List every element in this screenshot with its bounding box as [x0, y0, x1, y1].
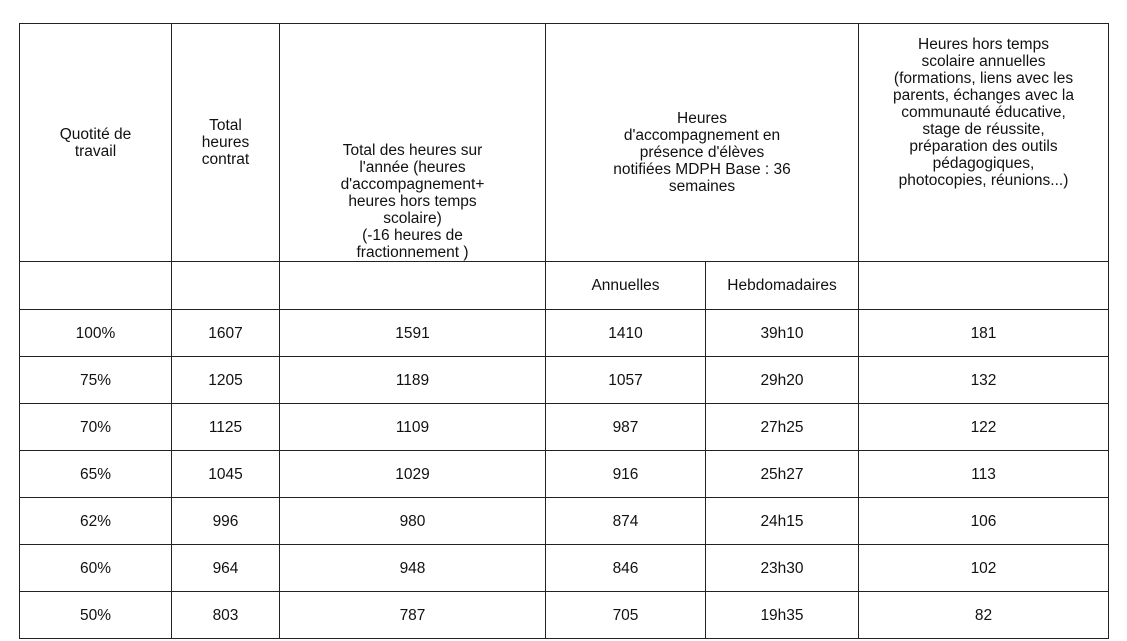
cell-quotite: 65%	[20, 451, 172, 498]
cell-total-contrat: 996	[172, 498, 280, 545]
subheader-empty	[280, 262, 546, 310]
cell-hebdomadaires: 24h15	[706, 498, 859, 545]
cell-annuelles: 846	[546, 545, 706, 592]
cell-annuelles: 987	[546, 404, 706, 451]
header-total-annee	[280, 24, 546, 262]
header-hors-temps	[859, 24, 1109, 262]
header-quotite-text: Quotité de travail	[59, 125, 132, 160]
cell-quotite: 62%	[20, 498, 172, 545]
cell-total-annee: 948	[280, 545, 546, 592]
header-total-contrat	[172, 24, 280, 262]
cell-quotite: 50%	[20, 592, 172, 639]
table-row	[20, 545, 1109, 592]
cell-hors-temps: 122	[859, 404, 1109, 451]
cell-hors-temps: 181	[859, 310, 1109, 357]
cell-annuelles: 916	[546, 451, 706, 498]
cell-hors-temps: 113	[859, 451, 1109, 498]
header-total-contrat-text: Total heures contrat	[201, 117, 250, 168]
cell-hors-temps: 106	[859, 498, 1109, 545]
cell-quotite: 100%	[20, 310, 172, 357]
cell-hebdomadaires: 19h35	[706, 592, 859, 639]
subheader-empty	[20, 262, 172, 310]
table-row	[20, 451, 1109, 498]
header-hors-temps-text: Heures hors temps scolaire annuelles (formations, liens avec les parents, échanges avec la communauté éducative, stage de réussite, préparation des outils pédagogiques, photocopies, réunions...)	[893, 36, 1074, 189]
cell-total-annee: 1029	[280, 451, 546, 498]
cell-annuelles: 1057	[546, 357, 706, 404]
cell-quotite: 60%	[20, 545, 172, 592]
cell-total-annee: 1189	[280, 357, 546, 404]
header-row	[20, 24, 1109, 262]
cell-total-contrat: 1607	[172, 310, 280, 357]
cell-hors-temps: 82	[859, 592, 1109, 639]
table-row	[20, 310, 1109, 357]
cell-hebdomadaires: 29h20	[706, 357, 859, 404]
cell-total-contrat: 803	[172, 592, 280, 639]
cell-quotite: 70%	[20, 404, 172, 451]
cell-hors-temps: 102	[859, 545, 1109, 592]
cell-total-contrat: 964	[172, 545, 280, 592]
cell-total-annee: 980	[280, 498, 546, 545]
cell-hebdomadaires: 25h27	[706, 451, 859, 498]
subheader-hebdomadaires: Hebdomadaires	[706, 262, 859, 310]
cell-hebdomadaires: 39h10	[706, 310, 859, 357]
cell-annuelles: 705	[546, 592, 706, 639]
header-accompagnement-text: Heures d'accompagnement en présence d'élèves notifiées MDPH Base : 36 semaines	[613, 110, 791, 195]
cell-total-annee: 787	[280, 592, 546, 639]
cell-hebdomadaires: 27h25	[706, 404, 859, 451]
cell-total-annee: 1591	[280, 310, 546, 357]
table-row	[20, 592, 1109, 639]
cell-total-contrat: 1045	[172, 451, 280, 498]
cell-total-contrat: 1125	[172, 404, 280, 451]
subheader-row	[20, 262, 1109, 310]
cell-hebdomadaires: 23h30	[706, 545, 859, 592]
cell-annuelles: 874	[546, 498, 706, 545]
subheader-empty	[859, 262, 1109, 310]
cell-total-annee: 1109	[280, 404, 546, 451]
header-accompagnement	[546, 24, 859, 262]
table-row	[20, 404, 1109, 451]
table-row	[20, 498, 1109, 545]
cell-total-contrat: 1205	[172, 357, 280, 404]
cell-quotite: 75%	[20, 357, 172, 404]
cell-hors-temps: 132	[859, 357, 1109, 404]
cell-annuelles: 1410	[546, 310, 706, 357]
subheader-empty	[172, 262, 280, 310]
subheader-annuelles: Annuelles	[546, 262, 706, 310]
header-quotite	[20, 24, 172, 262]
header-total-annee-text: Total des heures sur l'année (heures d'accompagnement+ heures hors temps scolaire) (-16 heures de fractionnement )	[340, 142, 485, 261]
hours-table	[19, 23, 1109, 639]
table-row	[20, 357, 1109, 404]
